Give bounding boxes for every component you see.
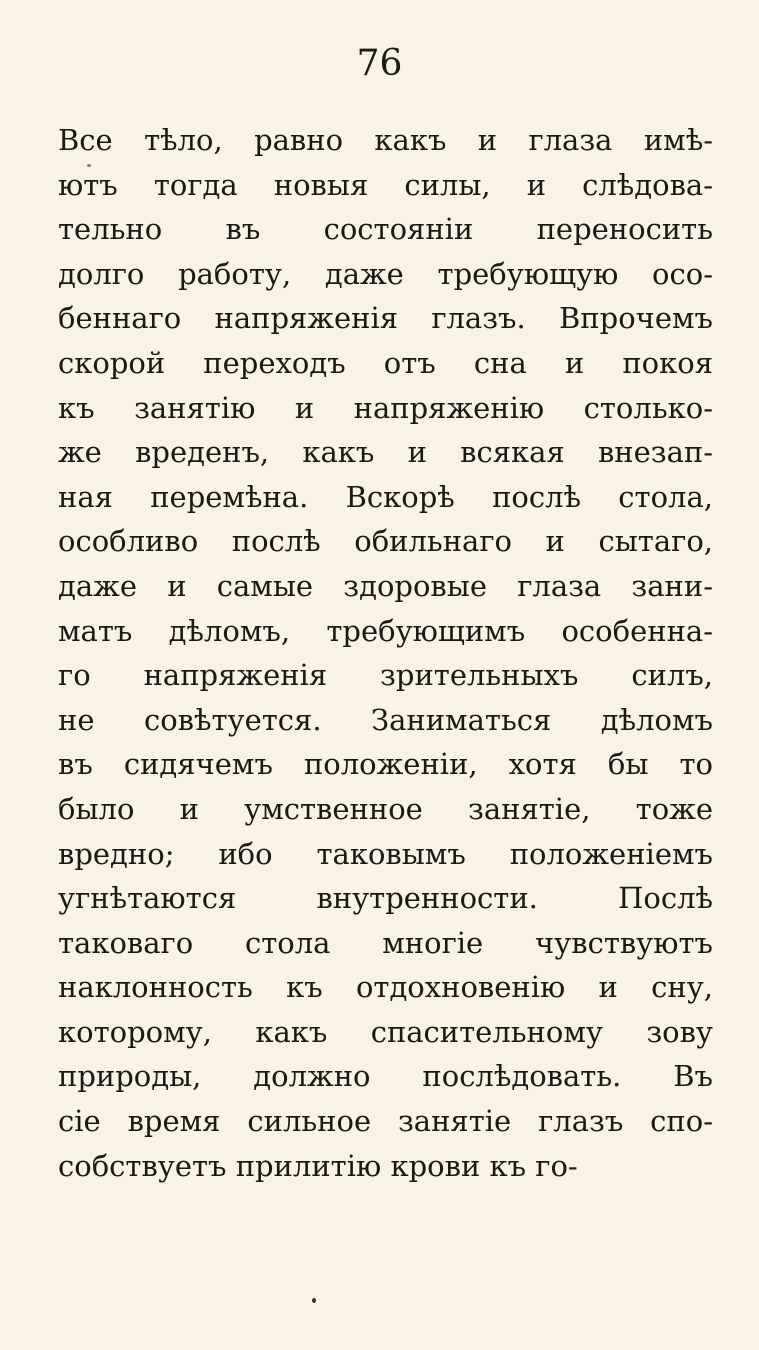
text-line: сіе время сильное занятіе глазъ спо- <box>58 1104 713 1139</box>
paper-speck <box>312 1298 316 1303</box>
text-line: даже и самые здоровые глаза зани- <box>58 568 713 603</box>
text-line: тельно въ состояніи переносить <box>58 212 713 247</box>
text-line: го напряженія зрительныхъ силъ, <box>58 658 713 693</box>
paper-speck <box>87 164 91 167</box>
text-line: которому, какъ спасительному зову <box>58 1014 713 1049</box>
text-line: матъ дѣломъ, требующимъ особенна- <box>58 613 713 648</box>
text-line: же вреденъ, какъ и всякая внезап- <box>58 435 713 470</box>
text-line: особливо послѣ обильнаго и сытаго, <box>58 524 713 559</box>
text-line: таковаго стола многіе чувствуютъ <box>58 925 713 960</box>
text-line: вредно; ибо таковымъ положеніемъ <box>58 836 713 871</box>
text-line: было и умственное занятіе, тоже <box>58 791 713 826</box>
text-line: угнѣтаются внутренности. Послѣ <box>58 881 713 916</box>
text-line: природы, должно послѣдовать. Въ <box>58 1059 713 1094</box>
body-text <box>58 118 713 1188</box>
text-line: въ сидячемъ положеніи, хотя бы то <box>58 747 713 782</box>
text-line: наклонность къ отдохновенію и сну, <box>58 970 713 1005</box>
page-number: 76 <box>356 43 403 84</box>
text-line: скорой переходъ отъ сна и покоя <box>58 345 713 380</box>
text-line: не совѣтуется. Заниматься дѣломъ <box>58 702 713 737</box>
text-line: беннаго напряженія глазъ. Впрочемъ <box>58 301 713 336</box>
text-line: долго работу, даже требующую осо- <box>58 256 713 291</box>
text-line: ная перемѣна. Вскорѣ послѣ стола, <box>58 479 713 514</box>
text-line: ютъ тогда новыя силы, и слѣдова- <box>58 167 713 202</box>
text-line: къ занятію и напряженію столько- <box>58 390 713 425</box>
text-line: Все тѣло, равно какъ и глаза имѣ- <box>58 123 713 157</box>
text-line: собствуетъ прилитію крови къ го- <box>58 1148 578 1183</box>
